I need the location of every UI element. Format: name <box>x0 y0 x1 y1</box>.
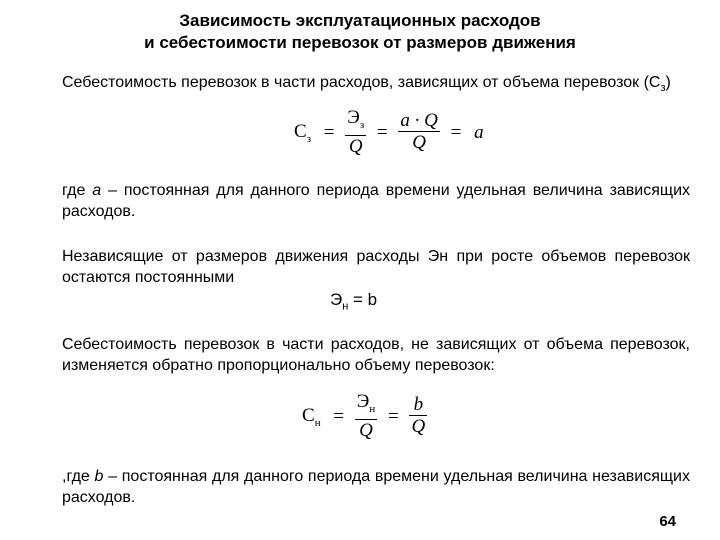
paragraph-text-end: ) <box>665 74 671 91</box>
fraction-denominator: Q <box>355 419 377 442</box>
paragraph-text: Себестоимость перевозок в части расходов, зависящих от объема перевозок (С <box>62 74 661 91</box>
formula-independent-cost <box>298 392 429 442</box>
formula-rhs: a <box>474 121 484 143</box>
fraction-numerator: $Э_з$ <box>347 107 365 131</box>
subscript: з <box>660 82 666 95</box>
equals-sign: = <box>333 405 345 427</box>
variable-a: а <box>92 182 102 199</box>
fraction-numerator: a · Q <box>400 110 438 132</box>
paragraph-a-definition <box>62 180 690 222</box>
paragraph-text: – постоянная для данного периода времени удельная величина независящих расходов. <box>62 468 690 506</box>
formula-dependent-cost <box>290 108 488 158</box>
paragraph-independent-cost <box>62 246 690 288</box>
equation-en-equals-b: $Э_н = b$ <box>330 290 378 313</box>
title-line-1: Зависимость эксплуатационных расходов <box>179 11 541 30</box>
title-line-2: и себестоимости перевозок от размеров движения <box>144 33 576 52</box>
fraction-denominator: Q <box>411 416 426 438</box>
page-number: 64 <box>659 513 676 530</box>
equals-sign: = <box>376 121 388 143</box>
paragraph-b-definition <box>62 466 690 508</box>
fraction-cost-over-volume <box>355 392 377 442</box>
paragraph-prefix: где <box>62 182 93 199</box>
fraction-aq-over-q <box>398 111 439 154</box>
paragraph-text: Себестоимость перевозок в части расходов, не зависящих от объема перевозок, изменяется обратно пропорционально объему перевозок: <box>62 336 690 374</box>
fraction-cost-over-volume <box>345 108 366 158</box>
equals-sign: = <box>387 405 399 427</box>
paragraph-text: – постоянная для данного периода времени удельная величина зависящих расходов. <box>62 182 691 220</box>
paragraph-prefix: ,где <box>62 468 95 485</box>
slide-title <box>0 10 720 54</box>
equals-sign: = <box>323 121 335 143</box>
formula-lhs: $С_з$ <box>294 121 312 145</box>
variable-b: b <box>94 468 104 485</box>
fraction-numerator: $Э_н$ <box>356 391 376 415</box>
fraction-denominator: Q <box>345 135 366 158</box>
paragraph-dependent-cost <box>62 72 690 99</box>
fraction-b-over-q <box>409 395 427 438</box>
paragraph-text: Независящие от размеров движения расходы Эн при росте объемов перевозок остаются постоянными <box>62 248 690 286</box>
paragraph-inverse-proportion <box>62 334 690 376</box>
equals-sign: = <box>450 121 462 143</box>
formula-lhs: $С_н$ <box>302 405 321 429</box>
fraction-denominator: Q <box>398 131 439 154</box>
fraction-numerator: b <box>413 394 424 416</box>
